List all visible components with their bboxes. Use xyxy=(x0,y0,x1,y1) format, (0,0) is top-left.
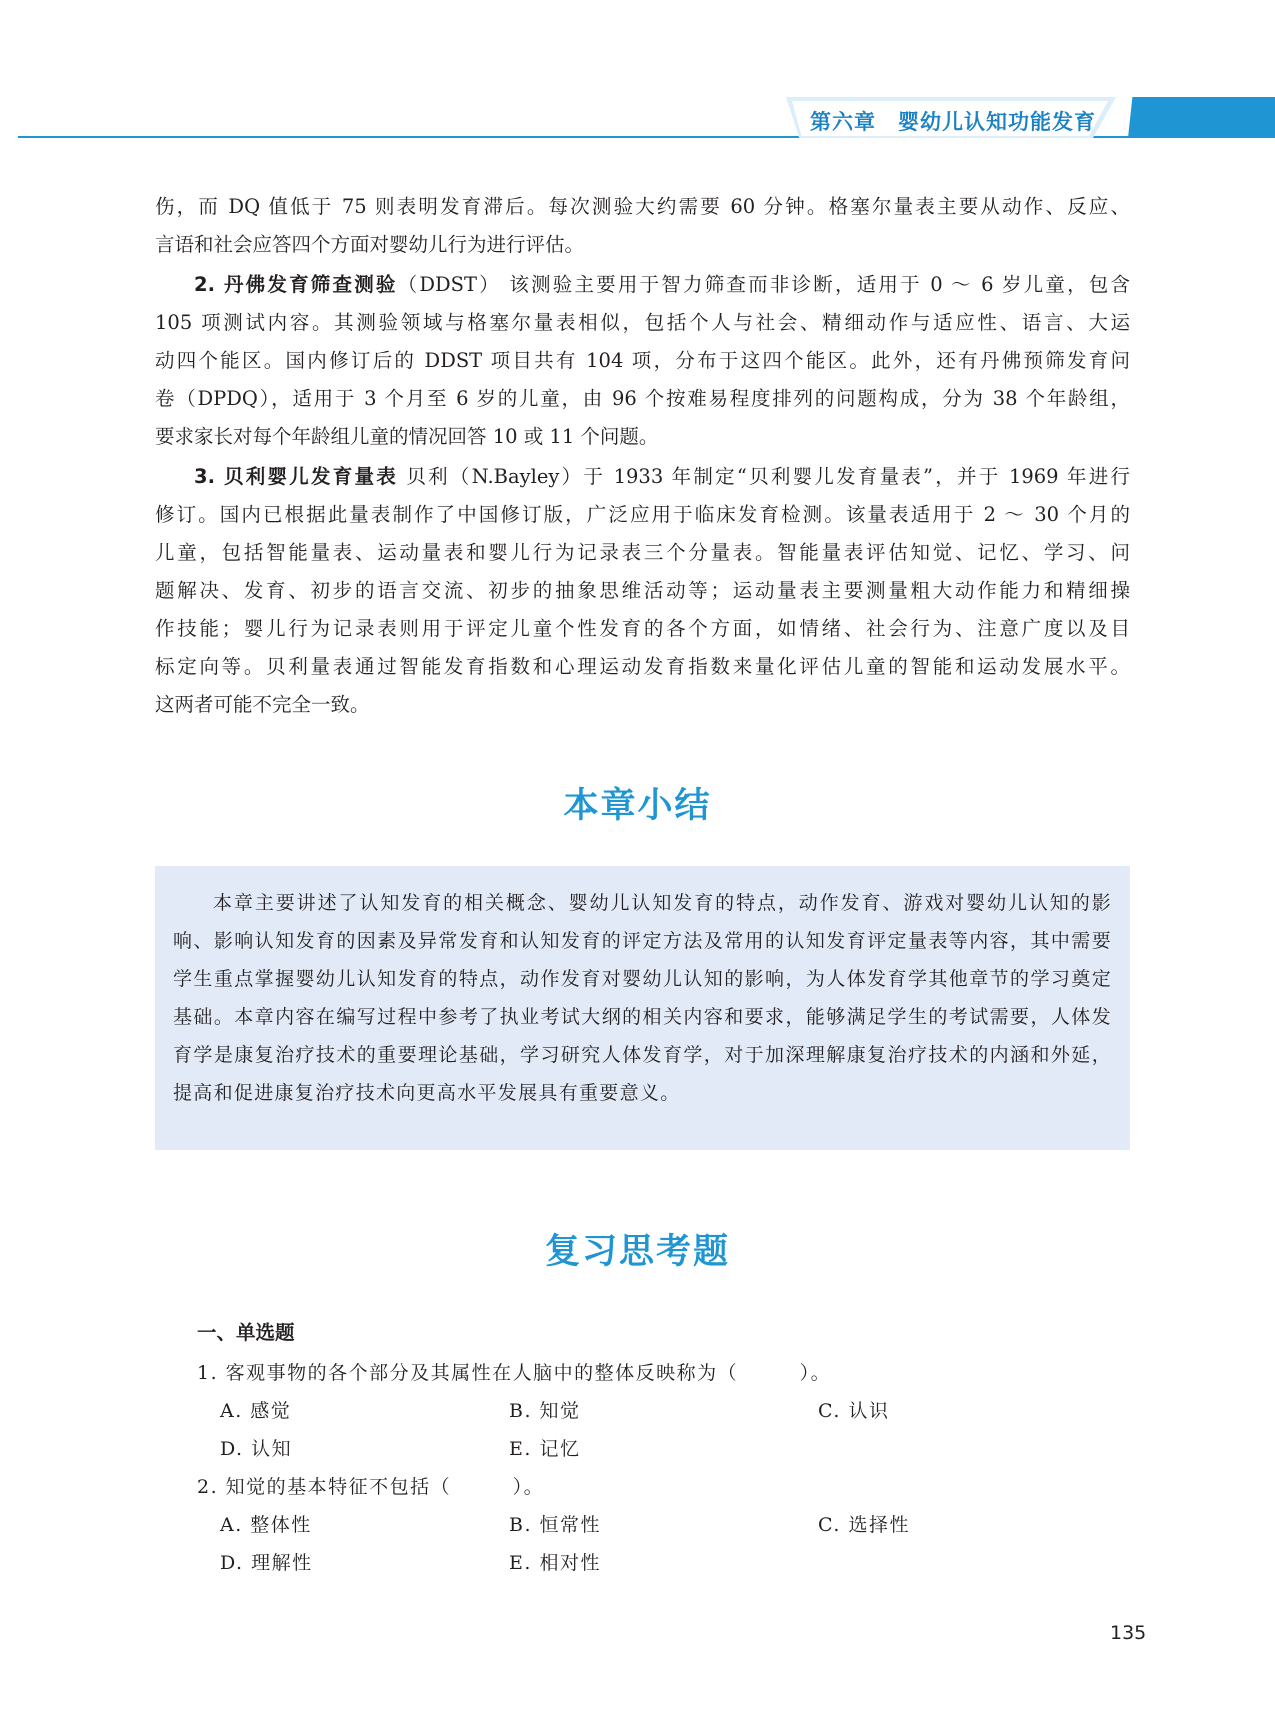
paragraph-ddst xyxy=(155,266,1130,456)
summary-title: 本章小结 xyxy=(563,786,712,826)
paragraph-continuation xyxy=(155,188,1130,264)
text-line: 儿童，包括智能量表、运动量表和婴儿行为记录表三个分量表。智能量表评估知觉、记忆、学习、问 xyxy=(155,541,1130,564)
question-1-option-a: A. 感觉 xyxy=(220,1400,292,1422)
text-line: 题解决、发育、初步的语言交流、初步的抽象思维活动等；运动量表主要测量粗大动作能力和精细操 xyxy=(155,579,1130,602)
question-2-stem: 2. 知觉的基本特征不包括（ ）。 xyxy=(197,1476,545,1498)
header-accent-block xyxy=(1128,97,1275,138)
bayley-text: 贝利（N.Bayley）于 1933 年制定“贝利婴儿发育量表”，并于 1969 年进行 xyxy=(397,465,1131,488)
text-line xyxy=(155,266,1130,304)
text-line: 言语和社会应答四个方面对婴幼儿行为进行评估。 xyxy=(155,233,585,256)
question-2-option-b: B. 恒常性 xyxy=(509,1514,602,1536)
question-1-option-b: B. 知觉 xyxy=(509,1400,581,1422)
question-2-option-a: A. 整体性 xyxy=(220,1514,312,1536)
question-2-option-e: E. 相对性 xyxy=(509,1552,601,1574)
text-line: 标定向等。贝利量表通过智能发育指数和心理运动发育指数来量化评估儿童的智能和运动发展水平。 xyxy=(155,655,1130,678)
text-line: 动四个能区。国内修订后的 DDST 项目共有 104 项，分布于这四个能区。此外，还有丹佛预筛发育问 xyxy=(155,349,1130,372)
text-line: 卷（DPDQ），适用于 3 个月至 6 岁的儿童，由 96 个按难易程度排列的问题构成，分为 38 个年龄组， xyxy=(155,387,1130,410)
review-title: 复习思考题 xyxy=(544,1232,730,1272)
text-line: 作技能；婴儿行为记录表则用于评定儿童个性发育的各个方面，如情绪、社会行为、注意广度以及目 xyxy=(155,617,1130,640)
running-header xyxy=(810,106,1096,136)
page-number: 135 xyxy=(1110,1622,1147,1644)
question-1-option-c: C. 认识 xyxy=(818,1400,890,1422)
paragraph-bayley xyxy=(155,458,1130,724)
text-line: 这两者可能不完全一致。 xyxy=(155,693,370,716)
question-1-stem: 1. 客观事物的各个部分及其属性在人脑中的整体反映称为（ ）。 xyxy=(197,1362,832,1384)
text-line: 修订。国内已根据此量表制作了中国修订版，广泛应用于临床发育检测。该量表适用于 2 ～ 30 个月的 xyxy=(155,503,1130,526)
ddst-heading: 2. 丹佛发育筛查测验 xyxy=(194,273,398,296)
question-1-option-e: E. 记忆 xyxy=(509,1438,581,1460)
question-section-heading: 一、单选题 xyxy=(197,1321,295,1344)
text-line: 伤，而 DQ 值低于 75 则表明发育滞后。每次测验大约需要 60 分钟。格塞尔量表主要从动作、反应、 xyxy=(155,195,1130,218)
text-line xyxy=(155,458,1130,496)
bayley-heading: 3. 贝利婴儿发育量表 xyxy=(194,465,398,488)
question-1-option-d: D. 认知 xyxy=(220,1438,293,1460)
header-chapter-title: 婴幼儿认知功能发育 xyxy=(898,110,1096,134)
text-line: 105 项测试内容。其测验领域与格塞尔量表相似，包括个人与社会、精细动作与适应性、语言、大运 xyxy=(155,311,1130,334)
header-chapter: 第六章 xyxy=(810,110,876,134)
question-2-option-d: D. 理解性 xyxy=(220,1552,313,1574)
text-line: 要求家长对每个年龄组儿童的情况回答 10 或 11 个问题。 xyxy=(155,425,659,448)
question-2-option-c: C. 选择性 xyxy=(818,1514,910,1536)
summary-text: 本章主要讲述了认知发育的相关概念、婴幼儿认知发育的特点，动作发育、游戏对婴幼儿认知的影响、影响认知发育的因素及异常发育和认知发育的评定方法及常用的认知发育评定量表等内容，其中需要学生重点掌握婴幼儿认知发育的特点，动作发育对婴幼儿认知的影响，为人体发育学其他章节的学习奠定基础。本章内容在编写过程中参考了执业考试大纲的相关内容和要求，能够满足学生的考试需要，人体发育学是康复治疗技术的重要理论基础，学习研究人体发育学，对于加深理解康复治疗技术的内涵和外延，提高和促进康复治疗技术向更高水平发展具有重要意义。 xyxy=(173,892,1112,1104)
ddst-text: （DDST） 该测验主要用于智力筛查而非诊断，适用于 0 ～ 6 岁儿童，包含 xyxy=(397,273,1130,296)
summary-box xyxy=(155,866,1130,1150)
